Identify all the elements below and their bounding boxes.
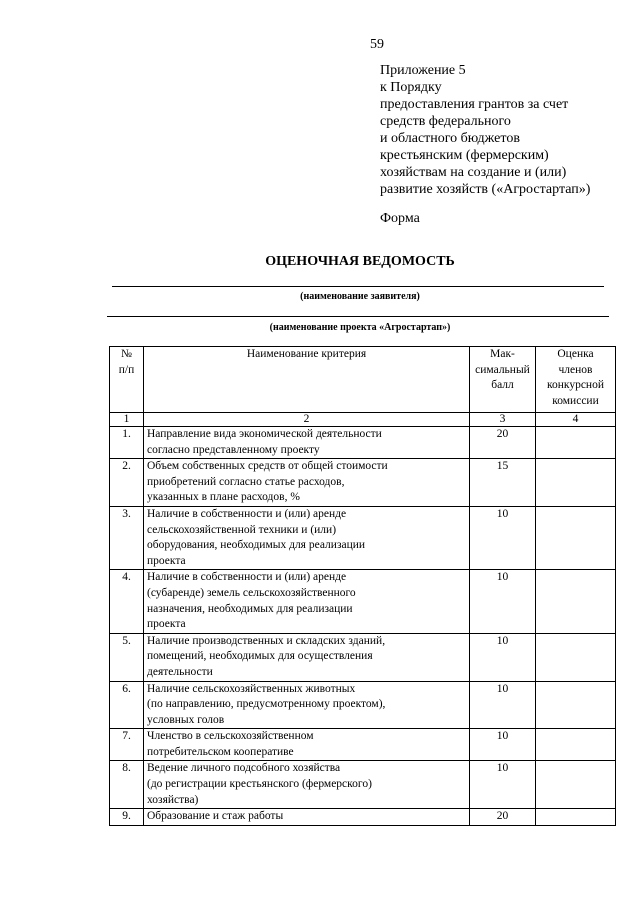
header-num-line: п/п bbox=[118, 363, 135, 376]
criteria-body bbox=[110, 427, 616, 826]
criterion-name bbox=[144, 681, 470, 729]
max-score: 10 bbox=[470, 681, 536, 729]
commission-score-cell[interactable] bbox=[536, 809, 616, 826]
row-number: 9. bbox=[110, 809, 144, 826]
form-label: Форма bbox=[380, 211, 420, 226]
commission-score-cell[interactable] bbox=[536, 729, 616, 761]
criterion-name bbox=[144, 506, 470, 569]
commission-score-cell[interactable] bbox=[536, 633, 616, 681]
criterion-name bbox=[144, 427, 470, 459]
criterion-line: оборудования, необходимых для реализации bbox=[147, 539, 366, 552]
criterion-line: деятельности bbox=[147, 665, 213, 678]
appendix-line: средств федерального bbox=[380, 114, 511, 129]
criterion-name bbox=[144, 809, 470, 826]
table-row bbox=[110, 681, 616, 729]
appendix-line: развитие хозяйств («Агростартап») bbox=[380, 182, 591, 197]
commission-score-cell[interactable] bbox=[536, 570, 616, 633]
criterion-line: (до регистрации крестьянского (фермерского) bbox=[147, 778, 372, 791]
header-num-line: № bbox=[121, 348, 132, 360]
max-score: 10 bbox=[470, 729, 536, 761]
criterion-name bbox=[144, 633, 470, 681]
criterion-name bbox=[144, 570, 470, 633]
commission-score-cell[interactable] bbox=[536, 427, 616, 459]
criterion-line: назначения, необходимых для реализации bbox=[147, 602, 353, 615]
criterion-line: проекта bbox=[147, 618, 186, 631]
document-title: ОЦЕНОЧНАЯ ВЕДОМОСТЬ bbox=[265, 254, 455, 269]
max-score: 10 bbox=[470, 570, 536, 633]
criterion-name bbox=[144, 729, 470, 761]
row-number: 1. bbox=[110, 427, 144, 459]
max-score: 20 bbox=[470, 809, 536, 826]
criterion-line: сельскохозяйственной техники и (или) bbox=[147, 523, 337, 536]
table-row bbox=[110, 459, 616, 507]
criterion-line: Наличие сельскохозяйственных животных bbox=[147, 682, 356, 695]
row-number: 2. bbox=[110, 459, 144, 507]
criterion-line: потребительском кооперативе bbox=[147, 745, 294, 758]
table-header-row bbox=[110, 347, 616, 413]
appendix-block bbox=[380, 62, 590, 198]
appendix-line: и областного бюджетов bbox=[380, 131, 520, 146]
commission-score-cell[interactable] bbox=[536, 681, 616, 729]
commission-score-cell[interactable] bbox=[536, 506, 616, 569]
criterion-line: Направление вида экономической деятельности bbox=[147, 428, 382, 440]
appendix-line: крестьянским (фермерским) bbox=[380, 148, 549, 163]
criterion-line: Членство в сельскохозяйственном bbox=[147, 730, 314, 743]
row-number: 3. bbox=[110, 506, 144, 569]
criteria-table bbox=[109, 346, 616, 826]
row-number: 4. bbox=[110, 570, 144, 633]
table-row bbox=[110, 729, 616, 761]
table-row bbox=[110, 570, 616, 633]
applicant-caption: (наименование заявителя) bbox=[300, 291, 420, 302]
criterion-line: хозяйства) bbox=[147, 793, 199, 806]
index-cell: 3 bbox=[470, 413, 536, 427]
criterion-line: указанных в плане расходов, % bbox=[147, 491, 300, 504]
criterion-line: Ведение личного подсобного хозяйства bbox=[147, 762, 341, 775]
row-number: 6. bbox=[110, 681, 144, 729]
project-fill-line bbox=[107, 316, 609, 317]
row-number: 8. bbox=[110, 761, 144, 809]
table-row bbox=[110, 809, 616, 826]
row-number: 7. bbox=[110, 729, 144, 761]
table-row bbox=[110, 761, 616, 809]
project-caption: (наименование проекта «Агростартап») bbox=[269, 322, 451, 333]
criterion-name bbox=[144, 459, 470, 507]
criterion-line: Наличие производственных и складских зданий, bbox=[147, 634, 386, 647]
header-name: Наименование критерия bbox=[144, 347, 470, 413]
table-row bbox=[110, 633, 616, 681]
commission-score-cell[interactable] bbox=[536, 761, 616, 809]
commission-score-cell[interactable] bbox=[536, 459, 616, 507]
criterion-line: согласно представленному проекту bbox=[147, 443, 320, 456]
criterion-line: приобретений согласно статье расходов, bbox=[147, 475, 345, 488]
table-row bbox=[110, 506, 616, 569]
criterion-line: Образование и стаж работы bbox=[147, 810, 284, 823]
header-max bbox=[470, 347, 536, 413]
table-index-row bbox=[110, 413, 616, 427]
appendix-line: предоставления грантов за счет bbox=[380, 97, 569, 112]
table-row bbox=[110, 427, 616, 459]
max-score: 10 bbox=[470, 633, 536, 681]
index-cell: 4 bbox=[536, 413, 616, 427]
appendix-line: хозяйствам на создание и (или) bbox=[380, 165, 567, 180]
criterion-name bbox=[144, 761, 470, 809]
max-score: 20 bbox=[470, 427, 536, 459]
criterion-line: (по направлению, предусмотренному проектом), bbox=[147, 698, 386, 711]
page-number: 59 bbox=[370, 37, 384, 52]
appendix-line: Приложение 5 bbox=[380, 63, 466, 78]
header-eval bbox=[536, 347, 616, 413]
criterion-line: помещений, необходимых для осуществления bbox=[147, 650, 373, 663]
row-number: 5. bbox=[110, 633, 144, 681]
criterion-line: Объем собственных средств от общей стоимости bbox=[147, 460, 388, 473]
header-eval-line: членов bbox=[558, 363, 593, 376]
appendix-line: к Порядку bbox=[380, 80, 442, 95]
max-score: 10 bbox=[470, 761, 536, 809]
criterion-line: Наличие в собственности и (или) аренде bbox=[147, 571, 347, 584]
criterion-line: Наличие в собственности и (или) аренде bbox=[147, 507, 347, 520]
max-score: 10 bbox=[470, 506, 536, 569]
header-max-line: Мак- bbox=[490, 348, 515, 360]
criterion-line: условных голов bbox=[147, 713, 225, 726]
header-eval-line: конкурсной bbox=[547, 379, 604, 392]
index-cell: 2 bbox=[144, 413, 470, 427]
header-max-line: симальный bbox=[475, 363, 530, 376]
header-eval-line: комиссии bbox=[552, 394, 599, 407]
header-num bbox=[110, 347, 144, 413]
index-cell: 1 bbox=[110, 413, 144, 427]
applicant-fill-line bbox=[112, 286, 604, 287]
criterion-line: проекта bbox=[147, 554, 186, 567]
header-max-line: балл bbox=[491, 379, 514, 392]
header-eval-line: Оценка bbox=[557, 348, 594, 360]
criterion-line: (субаренде) земель сельскохозяйственного bbox=[147, 586, 356, 599]
max-score: 15 bbox=[470, 459, 536, 507]
